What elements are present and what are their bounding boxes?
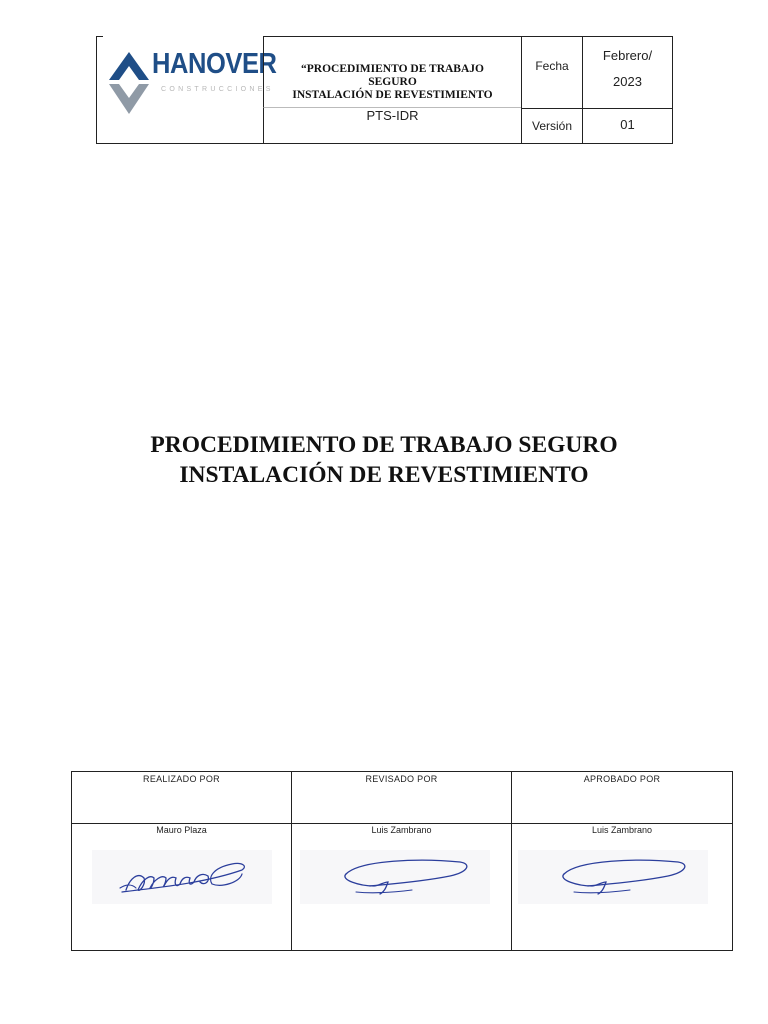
signer-name: Mauro Plaza bbox=[156, 825, 207, 835]
fecha-value-cell bbox=[583, 36, 673, 108]
hanover-logo-icon bbox=[107, 50, 151, 118]
version-value-cell bbox=[583, 108, 673, 144]
main-title bbox=[0, 430, 768, 490]
fecha-label: Fecha bbox=[535, 59, 569, 73]
brand-name: HANOVER bbox=[152, 48, 277, 80]
header-title-line: “PROCEDIMIENTO DE TRABAJO bbox=[301, 63, 484, 75]
document-code-cell bbox=[263, 108, 521, 144]
signature-luis-icon bbox=[518, 848, 708, 908]
signature-luis-icon bbox=[300, 848, 490, 908]
brand-subtitle: CONSTRUCCIONES bbox=[161, 86, 274, 93]
signer-name: Luis Zambrano bbox=[591, 825, 653, 835]
signer-name: Luis Zambrano bbox=[371, 825, 432, 835]
fecha-value bbox=[583, 43, 672, 95]
signature-table bbox=[71, 771, 733, 951]
header-title-line: SEGURO bbox=[368, 76, 417, 88]
header-corner-mark bbox=[97, 36, 103, 37]
header-title-cell bbox=[263, 36, 521, 108]
version-label: Versión bbox=[531, 119, 573, 133]
signature-role: REALIZADO POR bbox=[143, 774, 220, 784]
version-value: 01 bbox=[620, 117, 635, 132]
main-title-line: INSTALACIÓN DE REVESTIMIENTO bbox=[179, 462, 589, 488]
signature-column-aprobado bbox=[512, 772, 732, 950]
signature-role: APROBADO POR bbox=[583, 774, 661, 784]
document-header bbox=[96, 36, 673, 144]
document-code: PTS-IDR bbox=[366, 108, 419, 123]
signature-column-revisado bbox=[292, 772, 512, 950]
fecha-value-line: 2023 bbox=[613, 74, 642, 89]
logo-cell bbox=[96, 36, 277, 144]
signature-mauro-icon bbox=[92, 848, 272, 908]
signature-column-realizado bbox=[72, 772, 292, 950]
header-title bbox=[264, 63, 521, 102]
fecha-label-cell bbox=[521, 36, 583, 108]
main-title-line: PROCEDIMIENTO DE TRABAJO SEGURO bbox=[150, 432, 618, 458]
signature-role: REVISADO POR bbox=[365, 774, 438, 784]
header-title-line: INSTALACIÓN DE REVESTIMIENTO bbox=[292, 89, 493, 101]
version-label-cell bbox=[521, 108, 583, 144]
fecha-value-line: Febrero/ bbox=[602, 48, 653, 63]
